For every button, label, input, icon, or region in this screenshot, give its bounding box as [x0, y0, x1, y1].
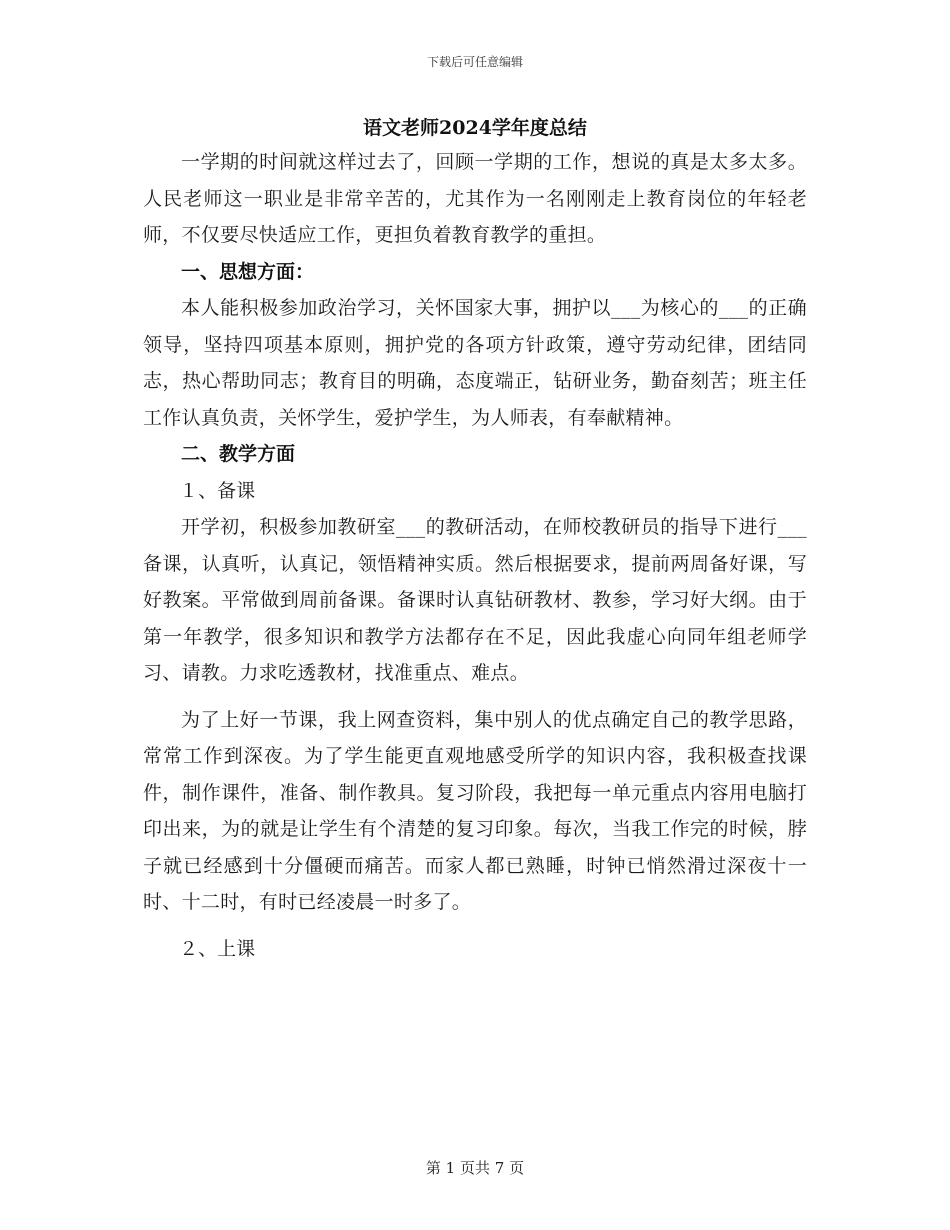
lesson-prep-paragraph-2: 为了上好一节课，我上网查资料，集中别人的优点确定自己的教学思路，常常工作到深夜。为了学生能更直观地感受所学的知识内容，我积极查找课件，制作课件，准备、制作教具。复习阶段，我把每一单元重点内容用电脑打印出来，为的就是让学生有个清楚的复习印象。每次，当我工作完的时候，脖子就已经感到十分僵硬而痛苦。而家人都已熟睡，时钟已悄然滑过深夜十一时、十二时，有时已经凌晨一时多了。: [143, 708, 807, 913]
paragraph-gap: [143, 692, 807, 702]
document-title: 语文老师2024学年度总结: [363, 117, 587, 139]
thought-paragraph: 本人能积极参加政治学习，关怀国家大事，拥护以___为核心的___的正确领导，坚持四项基本原则，拥护党的各项方针政策，遵守劳动纪律，团结同志，热心帮助同志；教育目的明确，态度端正，钻研业务，勤奋刻苦；班主任工作认真负责，关怀学生，爱护学生，为人师表，有奉献精神。: [143, 297, 807, 429]
header-note: 下载后可任意编辑: [426, 55, 523, 69]
section-heading-teaching: 二、教学方面: [181, 443, 296, 465]
lesson-prep-paragraph-1: 开学初，积极参加教研室___的教研活动，在师校教研员的指导下进行___备课，认真听，认真记，领悟精神实质。然后根据要求，提前两周备好课，写好教案。平常做到周前备课。备课时认真钻研教材、教参，学习好大纲。由于第一年教学，很多知识和教学方法都存在不足，因此我虚心向同年组老师学习、请教。力求吃透教材，找准重点、难点。: [143, 516, 807, 684]
document-body: [143, 112, 807, 967]
paragraph-gap: [143, 921, 807, 931]
subheading-class: ２、上课: [179, 937, 256, 960]
subheading-lesson-prep: １、备课: [179, 479, 256, 502]
intro-paragraph: 一学期的时间就这样过去了，回顾一学期的工作，想说的真是太多太多。人民老师这一职业是非常辛苦的，尤其作为一名刚刚走上教育岗位的年轻老师，不仅要尽快适应工作，更担负着教育教学的重担。: [143, 151, 807, 246]
page-indicator: 第 1 页共 7 页: [425, 1159, 525, 1177]
section-heading-thought: 一、思想方面：: [181, 260, 315, 283]
